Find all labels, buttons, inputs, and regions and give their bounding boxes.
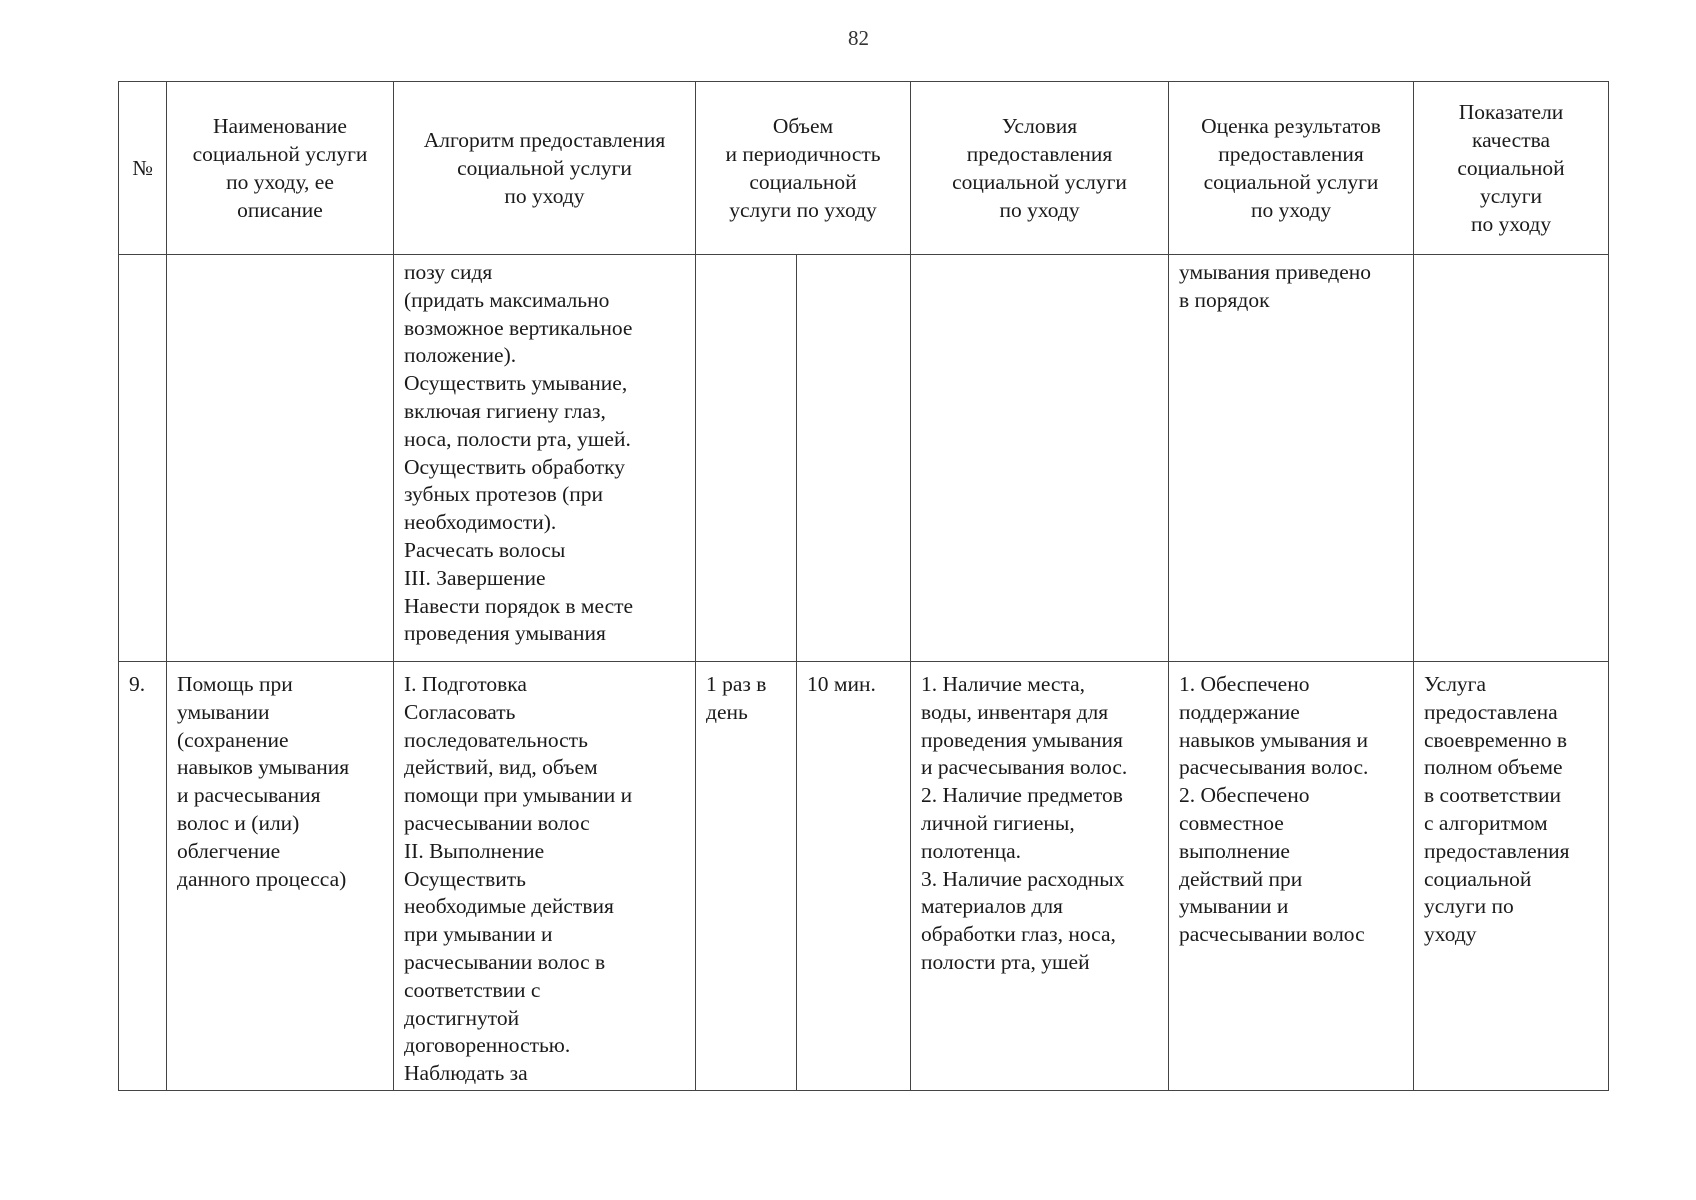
frequency-text: 1 раз в день [706, 672, 767, 724]
header-evaluation-label: Оценка результатов предоставления социальной услуги по уходу [1201, 114, 1381, 222]
header-conditions [911, 82, 1169, 255]
cell-number [119, 255, 167, 662]
cell-quality [1414, 255, 1609, 662]
table-header-row [119, 82, 1609, 255]
cell-conditions [911, 255, 1169, 662]
header-service-name-label: Наименование социальной услуги по уходу, ее описание [192, 114, 368, 222]
cell-frequency [696, 255, 797, 662]
header-service-name [167, 82, 394, 255]
conditions-text: 1. Наличие места, воды, инвентаря для проведения умывания и расчесывания волос. 2. Наличие предметов личной гигиены, полотенца. 3. Наличие расходных материалов для обработки глаз, носа, полости рта, ушей [921, 672, 1128, 974]
service-name-text: Помощь при умывании (сохранение навыков умывания и расчесывания волос и (или) облегчение данного процесса) [177, 672, 350, 891]
header-volume-label: Объем и периодичность социальной услуги по уходу [725, 114, 881, 222]
duration-text: 10 мин. [807, 672, 876, 696]
algorithm-text: позу сидя (придать максимально возможное вертикальное положение). Осуществить умывание, включая гигиену глаз, носа, полости рта, ушей. Осуществить обработку зубных протезов (при необходимости). Расчесать волосы III. Завершение Навести порядок в месте проведения умывания [404, 260, 634, 646]
cell-algorithm [394, 255, 696, 662]
evaluation-text: 1. Обеспечено поддержание навыков умывания и расчесывания волос. 2. Обеспечено совместное выполнение действий при умывании и расчесывании волос [1179, 672, 1369, 947]
cell-conditions [911, 662, 1169, 1091]
cell-evaluation [1169, 255, 1414, 662]
evaluation-text: умывания приведено в порядок [1179, 260, 1372, 312]
header-number [119, 82, 167, 255]
cell-frequency [696, 662, 797, 1091]
cell-duration [797, 255, 911, 662]
cell-service-name [167, 662, 394, 1091]
cell-evaluation [1169, 662, 1414, 1091]
table-row-continuation [119, 255, 1609, 662]
header-evaluation [1169, 82, 1414, 255]
care-services-table [118, 81, 1609, 1091]
cell-service-name [167, 255, 394, 662]
header-volume [696, 82, 911, 255]
algorithm-text: I. Подготовка Согласовать последовательность действий, вид, объем помощи при умывании и расчесывании волос II. Выполнение Осуществить необходимые действия при умывании и расчесывании волос в соответствии с достигнутой договоренностью. Наблюдать за [404, 672, 633, 1086]
header-quality [1414, 82, 1609, 255]
page-number: 82 [848, 26, 869, 50]
row-number: 9. [129, 672, 146, 696]
cell-duration [797, 662, 911, 1091]
cell-number [119, 662, 167, 1091]
cell-algorithm [394, 662, 696, 1091]
header-number-label: № [132, 156, 153, 180]
quality-text: Услуга предоставлена своевременно в полном объеме в соответствии с алгоритмом предоставления социальной услуги по уходу [1424, 672, 1570, 947]
table-row-9 [119, 662, 1609, 1091]
header-algorithm [394, 82, 696, 255]
header-algorithm-label: Алгоритм предоставления социальной услуги по уходу [423, 128, 666, 208]
header-quality-label: Показатели качества социальной услуги по уходу [1457, 100, 1565, 236]
cell-quality [1414, 662, 1609, 1091]
header-conditions-label: Условия предоставления социальной услуги по уходу [952, 114, 1127, 222]
